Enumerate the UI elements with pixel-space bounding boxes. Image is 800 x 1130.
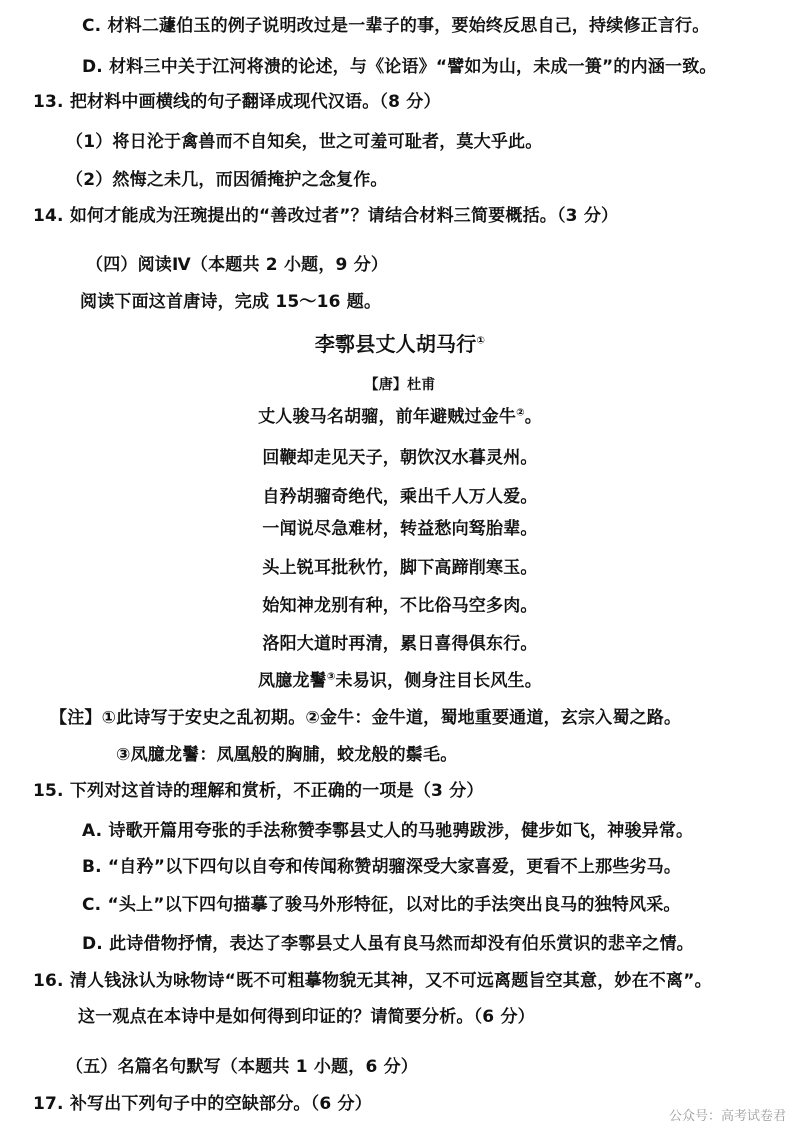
question-13-part-1: （1）将日沦于禽兽而不自知矣，世之可羞可耻者，莫大乎此。 [66,132,543,152]
reading-instruction: 阅读下面这首唐诗，完成 15～16 题。 [80,292,382,312]
verse-text: 头上锐耳批秋竹，脚下高蹄削寒玉。 [262,558,538,578]
option-b-line: B. “自矜”以下四句以自夸和传闻称赞胡骝深受大家喜爱，更看不上那些劣马。 [82,857,682,877]
poem-title-text: 李鄠县丈人胡马行 [314,332,477,356]
verse-text: 始知神龙别有种，不比俗马空多肉。 [262,596,538,616]
question-17: 17. 补写出下列句子中的空缺部分。（6 分） [33,1094,372,1114]
verse-text: 丈人骏马名胡骝，前年避贼过金牛 [258,407,517,427]
poem-note-1: 【注】①此诗写于安史之乱初期。②金牛：金牛道，蜀地重要通道，玄宗入蜀之路。 [50,708,682,728]
question-16-continued: 这一观点在本诗中是如何得到印证的？请简要分析。（6 分） [78,1007,535,1027]
poem-verse [0,556,800,580]
question-13-part-2: （2）然悔之未几，而因循掩护之念复作。 [66,170,388,190]
question-15: 15. 下列对这首诗的理解和赏析，不正确的一项是（3 分） [33,781,484,801]
section-4-heading: （四）阅读Ⅳ（本题共 2 小题，9 分） [86,255,389,275]
poem-verse [0,485,800,509]
watermark: 公众号：高考试卷君 [668,1109,786,1124]
poem-verse [0,632,800,656]
verse-note-marker: ② [516,407,525,419]
poem-note-2: ③凤臆龙鬐：凤凰般的胸脯，蛟龙般的鬃毛。 [116,745,458,765]
poem-title [0,330,800,358]
poem-verse [0,669,800,693]
poem-verse [0,517,800,541]
question-16: 16. 清人钱泳认为咏物诗“既不可粗摹物貌无其神，又不可远离题旨空其意，妙在不离”。 [33,971,712,991]
poem-author: 【唐】杜甫 [364,377,436,393]
option-d-line: D. 此诗借物抒情，表达了李鄠县丈人虽有良马然而却没有伯乐赏识的悲辛之情。 [82,934,694,954]
verse-text: 凤臆龙鬐 [258,671,327,691]
verse-text: 回鞭却走见天子，朝饮汉水暮灵州。 [262,448,538,468]
verse-note-marker: ③ [326,671,336,683]
poem-verse [0,446,800,470]
question-14: 14. 如何才能成为汪琬提出的“善改过者”？请结合材料三简要概括。（3 分） [33,206,619,226]
verse-text: 自矜胡骝奇绝代，乘出千人万人爱。 [262,487,538,507]
poem-verse [0,405,800,429]
question-13: 13. 把材料中画横线的句子翻译成现代汉语。（8 分） [33,92,441,112]
poem-verse [0,594,800,618]
option-c-line: C. 材料二蘧伯玉的例子说明改过是一辈子的事，要始终反思自己，持续修正言行。 [82,16,710,36]
poem-title-note-marker: ① [476,335,486,347]
option-c-line: C. “头上”以下四句描摹了骏马外形特征，以对比的手法突出良马的独特风采。 [82,895,681,915]
verse-end: 未易识，侧身注目长风生。 [335,671,542,691]
verse-end: 。 [524,407,542,427]
section-5-heading: （五）名篇名句默写（本题共 1 小题，6 分） [66,1057,419,1077]
verse-text: 一闻说尽急难材，转益愁向驽胎辈。 [262,519,538,539]
option-d-line: D. 材料三中关于江河将溃的论述，与《论语》“譬如为山，未成一篑”的内涵一致。 [82,57,717,77]
option-a-line: A. 诗歌开篇用夸张的手法称赞李鄠县丈人的马驰骋跋涉，健步如飞，神骏异常。 [82,821,694,841]
verse-text: 洛阳大道时再清，累日喜得俱东行。 [262,634,538,654]
